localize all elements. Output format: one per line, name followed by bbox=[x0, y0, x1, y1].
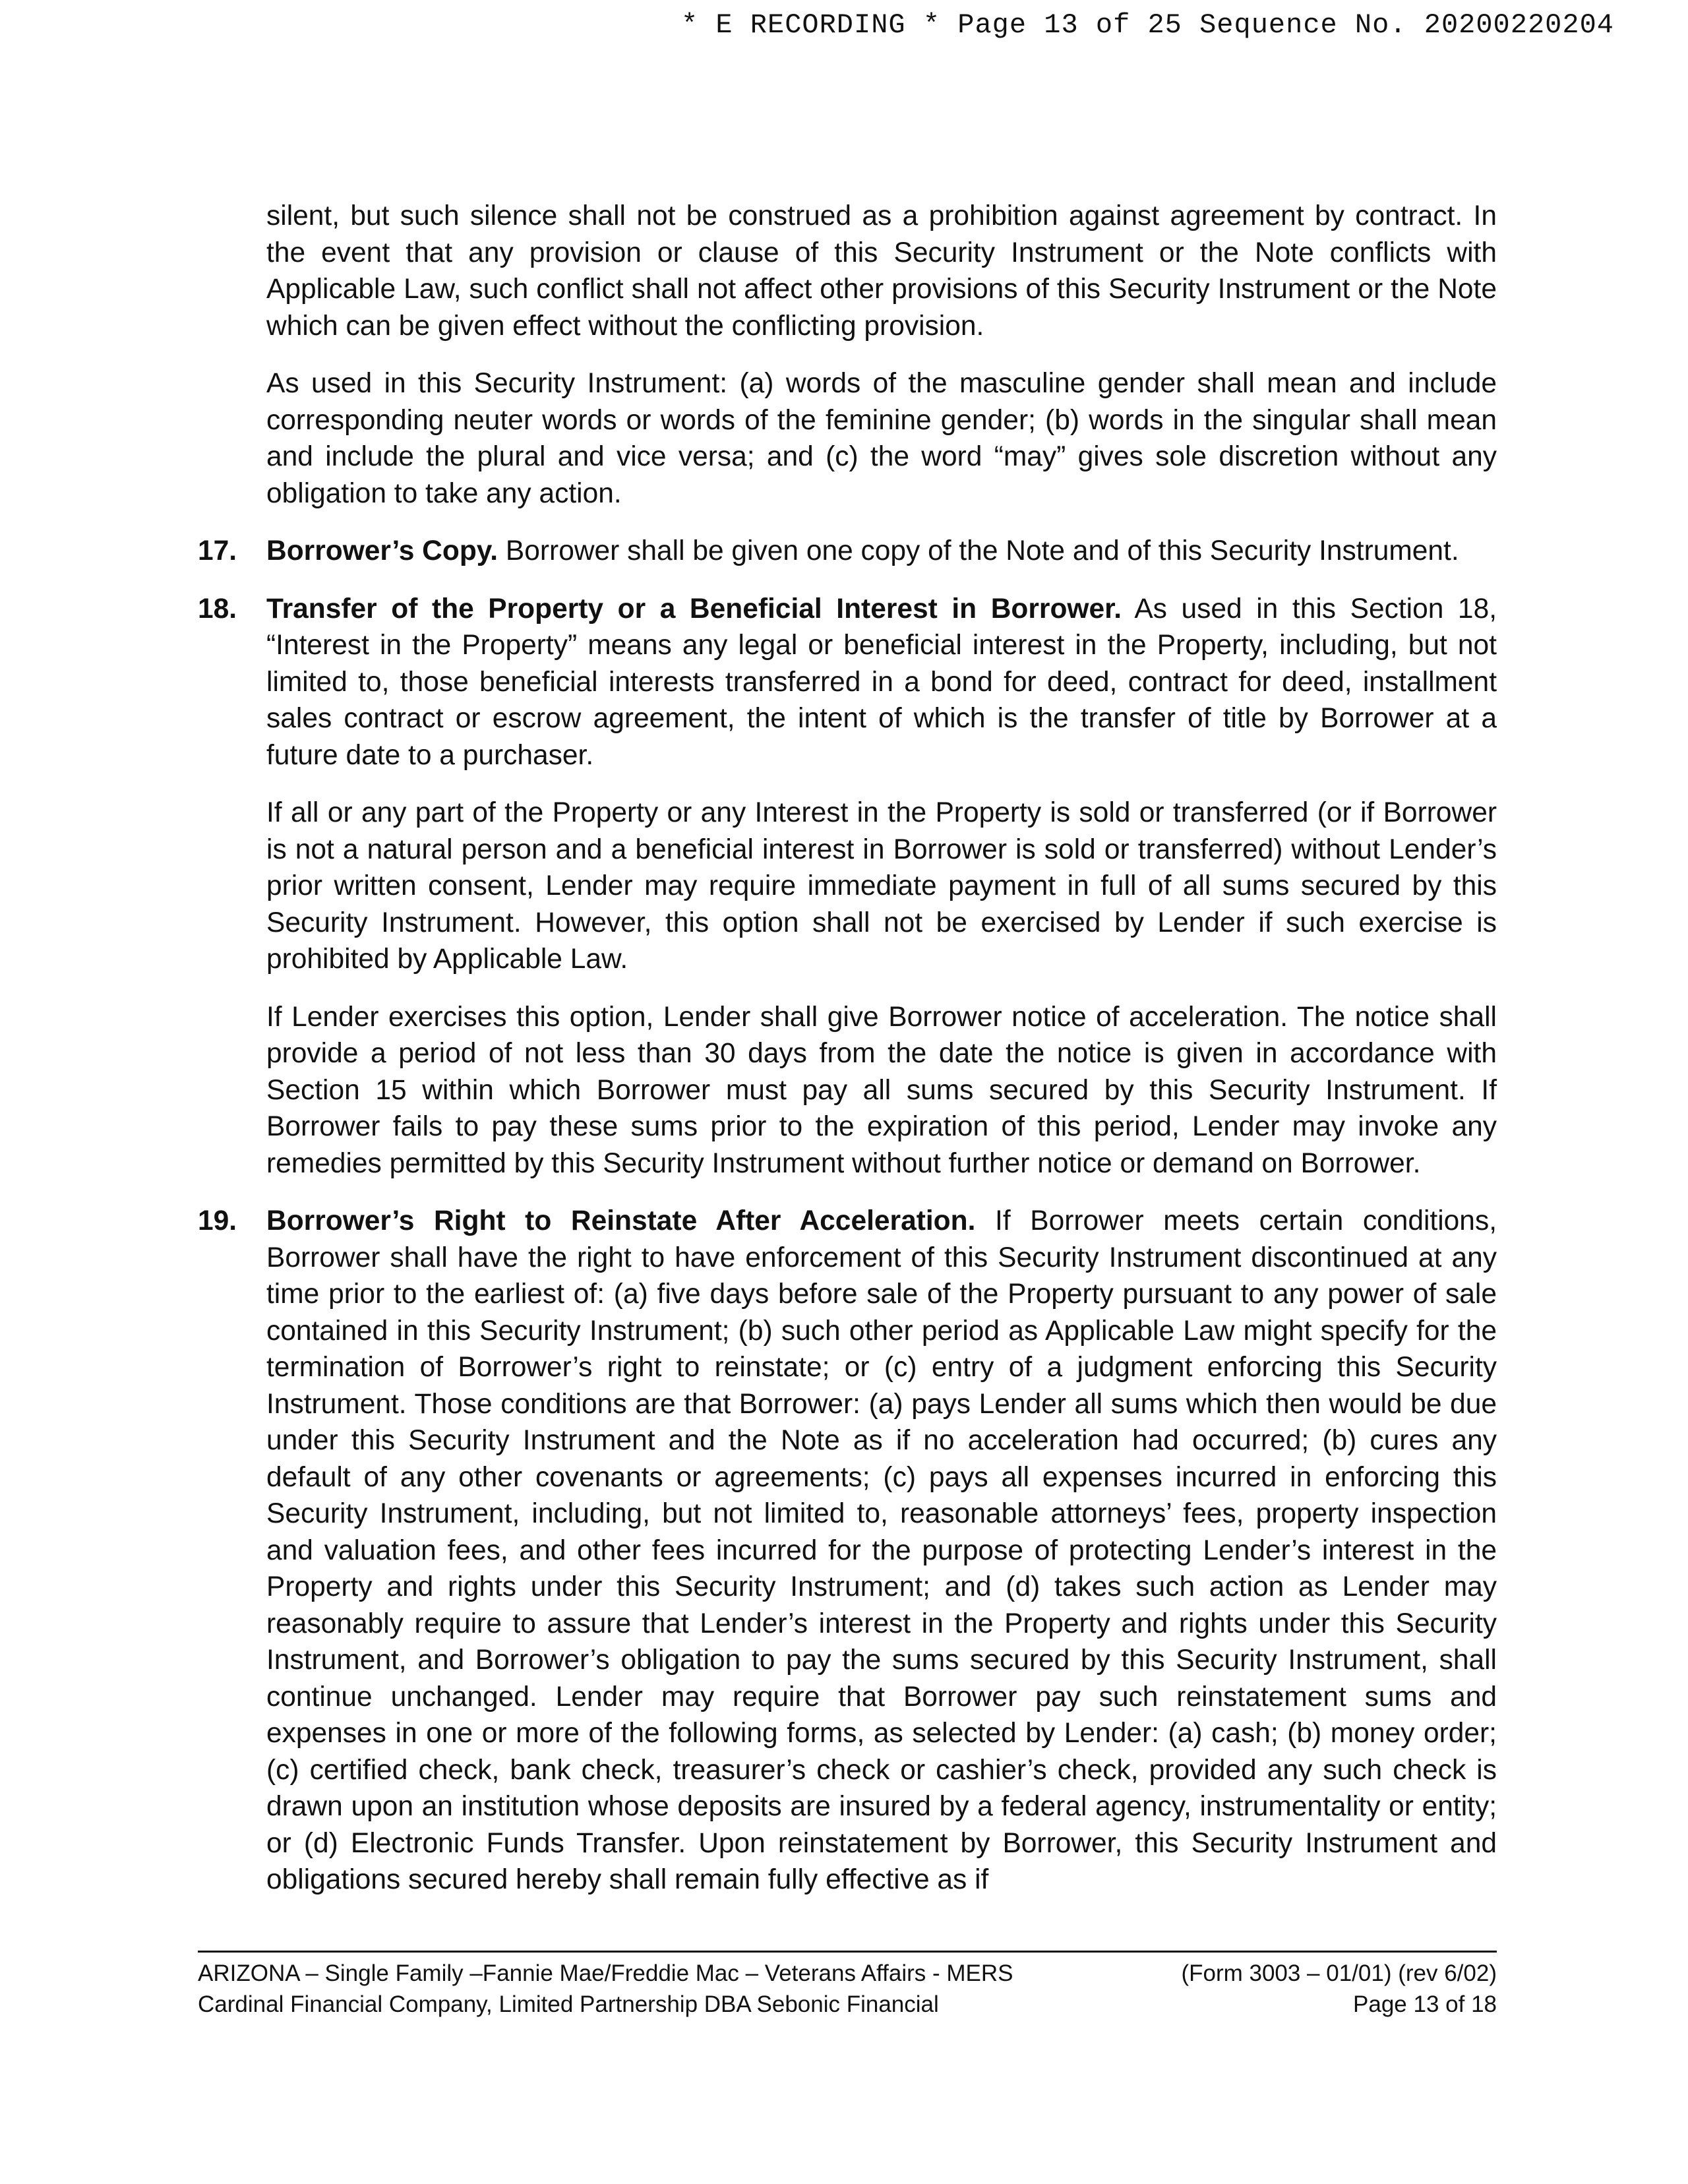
recording-header: * E RECORDING * Page 13 of 25 Sequence No. 20200220204 bbox=[680, 9, 1614, 41]
section-text: If Borrower meets certain conditions, Borrower shall have the right to have enforcement of this Security Instrument discontinued at any time prior to the earliest of: (a) five days before sale of the Property pursuant to any power of sale contained in this Security Instrument; (b) such other period as Applicable Law might specify for the termination of Borrower’s right to reinstate; or (c) entry of a judgment enforcing this Security Instrument. Those conditions are that Borrower: (a) pays Lender all sums which then would be due under this Security Instrument and the Note as if no acceleration had occurred; (b) cures any default of any other covenants or agreements; (c) pays all expenses incurred in enforcing this Security Instrument, including, but not limited to, reasonable attorneys’ fees, property inspection and valuation fees, and other fees incurred for the purpose of protecting Lender’s interest in the Property and rights under this Security Instrument; and (d) takes such action as Lender may reasonably require to assure that Lender’s interest in the Property and rights under this Security Instrument, and Borrower’s obligation to pay the sums secured by this Security Instrument, shall continue unchanged. Lender may require that Borrower pay such reinstatement sums and expenses in one or more of the following forms, as selected by Lender: (a) cash; (b) money order; (c) certified check, bank check, treasurer’s check or cashier’s check, provided any such check is drawn upon an institution whose deposits are insured by a federal agency, instrumentality or entity; or (d) Electronic Funds Transfer. Upon reinstatement by Borrower, this Security Instrument and obligations secured hereby shall remain fully effective as if bbox=[266, 1205, 1497, 1895]
section-number: 17. bbox=[198, 535, 237, 566]
section-title: Borrower’s Right to Reinstate After Acceleration. bbox=[266, 1205, 976, 1236]
section-18-paragraph-sale: If all or any part of the Property or any Interest in the Property is sold or transferred (or if Borrower is not a natural person and a beneficial interest in Borrower is sold or transferred) without Lender’s prior written consent, Lender may require immediate payment in full of all sums secured by this Security Instrument. However, this option shall not be exercised by Lender if such exercise is prohibited by Applicable Law. bbox=[266, 797, 1497, 975]
paragraph-continuation: silent, but such silence shall not be construed as a prohibition against agreement by contract. In the event that any provision or clause of this Security Instrument or the Note conflicts with Applicable Law, such conflict shall not affect other provisions of this Security Instrument or the Note which can be given effect without the conflicting provision. bbox=[266, 200, 1497, 342]
lender-name: Cardinal Financial Company, Limited Partnership DBA Sebonic Financial bbox=[198, 1991, 939, 2017]
section-number: 18. bbox=[198, 593, 237, 624]
section-17 bbox=[198, 533, 1497, 570]
section-text: Borrower shall be given one copy of the Note and of this Security Instrument. bbox=[498, 535, 1459, 566]
document-body bbox=[198, 198, 1497, 1920]
form-description: ARIZONA – Single Family –Fannie Mae/Freddie Mac – Veterans Affairs - MERS bbox=[198, 1960, 1013, 1986]
paragraph-usage: As used in this Security Instrument: (a) words of the masculine gender shall mean and include corresponding neuter words or words of the feminine gender; (b) words in the singular shall mean and include the plural and vice versa; and (c) the word “may” gives sole discretion without any obligation to take any action. bbox=[266, 368, 1497, 509]
section-18-paragraph-acceleration: If Lender exercises this option, Lender shall give Borrower notice of acceleration. The notice shall provide a period of not less than 30 days from the date the notice is given in accordance with Section 15 within which Borrower must pay all sums secured by this Security Instrument. If Borrower fails to pay these sums prior to the expiration of this period, Lender may invoke any remedies permitted by this Security Instrument without further notice or demand on Borrower. bbox=[266, 1001, 1497, 1179]
page-number: Page 13 of 18 bbox=[1353, 1991, 1497, 2017]
section-title: Transfer of the Property or a Beneficial Interest in Borrower. bbox=[266, 593, 1122, 624]
section-19 bbox=[198, 1203, 1497, 1898]
section-title: Borrower’s Copy. bbox=[266, 535, 498, 566]
footer-form-row bbox=[198, 1958, 1497, 1989]
section-text: As used in this Section 18, “Interest in the Property” means any legal or beneficial interest in the Property, including, but not limited to, those beneficial interests transferred in a bond for deed, contract for deed, installment sales contract or escrow agreement, the intent of which is the transfer of title by Borrower at a future date to a purchaser. bbox=[266, 593, 1497, 771]
form-number: (Form 3003 – 01/01) (rev 6/02) bbox=[1181, 1960, 1497, 1986]
footer-lender-row bbox=[198, 1989, 1497, 2020]
section-18 bbox=[198, 591, 1497, 774]
section-number: 19. bbox=[198, 1205, 237, 1236]
page-footer bbox=[198, 1951, 1497, 2020]
